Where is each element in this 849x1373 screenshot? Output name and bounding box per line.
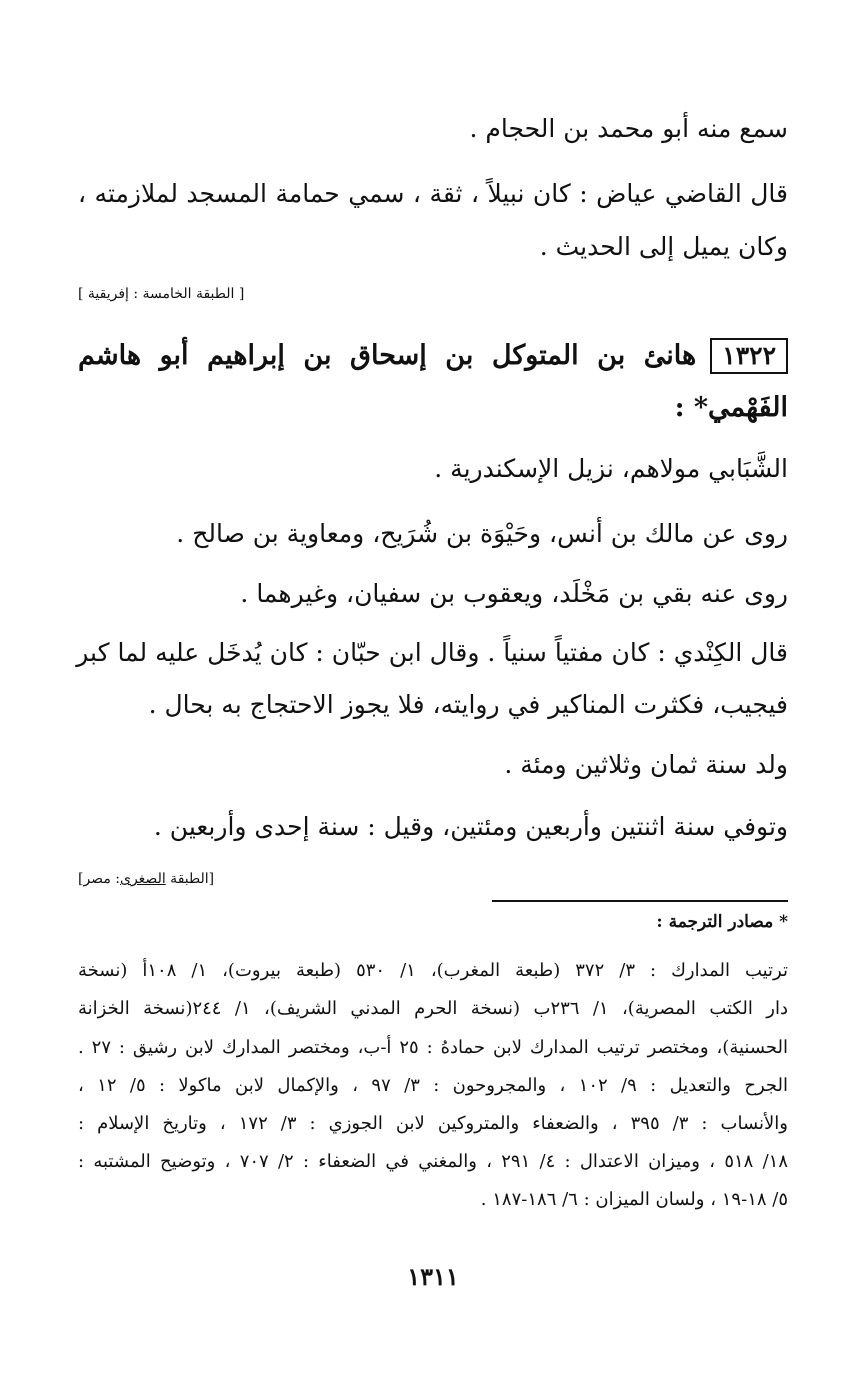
footnote-title: * مصادر الترجمة : [656,912,788,932]
text-line: الشَّبَابي مولاهم، نزيل الإسكندرية . [434,454,788,483]
text-line: وتوفي سنة اثنتين وأربعين ومئتين، وقيل : سنة إحدى وأربعين . [153,812,788,841]
footnote-line: والأنساب : ٣/ ٣٩٥ ، والضعفاء والمتروكين لابن الجوزي : ٣/ ١٧٢ ، وتاريخ الإسلام : [78,1113,788,1134]
document-page [78,0,788,1373]
text-line: روى عن مالك بن أنس، وحَيْوَة بن شُرَيح، ومعاوية بن صالح . [176,519,788,548]
footnote-line: الجرح والتعديل : ٩/ ١٠٢ ، والمجروحون : ٣/ ٩٧ ، والإكمال لابن ماكولا : ٥/ ١٢ ، [78,1075,788,1096]
text-line: قال القاضي عياض : كان نبيلاً ، ثقة ، سمي حمامة المسجد لملازمته ، [78,179,788,208]
footnote-line: دار الكتب المصرية)، ١/ ٢٣٦ب (نسخة الحرم المدني الشريف)، ١/ ٢٤٤(نسخة الخزانة [78,998,788,1019]
footnote-line: ترتيب المدارك : ٣/ ٣٧٢ (طبعة المغرب)، ١/ ٥٣٠ (طبعة بيروت)، ١/ ١٠٨أ (نسخة [78,960,789,981]
tabaqa-tag: [الطبقة الصغرى: مصر] [78,871,215,887]
entry-heading [78,338,788,374]
footnote-divider [492,900,788,902]
text-line: سمع منه أبو محمد بن الحجام . [469,114,788,143]
entry-heading-cont: الفَهْمي* : [674,392,788,423]
tabaqa-tag: [ الطبقة الخامسة : إفريقية ] [78,286,245,302]
footnote-line: ١٨/ ٥١٨ ، وميزان الاعتدال : ٤/ ٢٩١ ، والمغني في الضعفاء : ٢/ ٧٠٧ ، وتوضيح المشتبه : [78,1151,788,1172]
text-line: وكان يميل إلى الحديث . [539,232,788,261]
text-line: ولد سنة ثمان وثلاثين ومئة . [504,750,788,779]
footnote-line: الحسنية)، ومختصر ترتيب المدارك لابن حمادهُ : ٢٥ أ-ب، ومختصر المدارك لابن رشيق : ٢٧ . [78,1037,788,1058]
text-line: قال الكِنْدي : كان مفتياً سنياً . وقال ابن حبّان : كان يُدخَل عليه لما كبر [76,638,788,667]
text-line: فيجيب، فكثرت المناكير في روايته، فلا يجوز الاحتجاج به بحال . [148,690,788,719]
text-line: روى عنه بقي بن مَخْلَد، ويعقوب بن سفيان، وغيرهما . [240,579,788,608]
footnote-line: ٥/ ١٨-١٩ ، ولسان الميزان : ٦/ ١٨٦-١٨٧ . [480,1189,788,1210]
page-number: ١٣١١ [407,1262,459,1291]
entry-number: ١٣٢٢ [710,338,788,374]
entry-name: هانئ بن المتوكل بن إسحاق بن إبراهيم أبو هاشم [78,340,697,371]
